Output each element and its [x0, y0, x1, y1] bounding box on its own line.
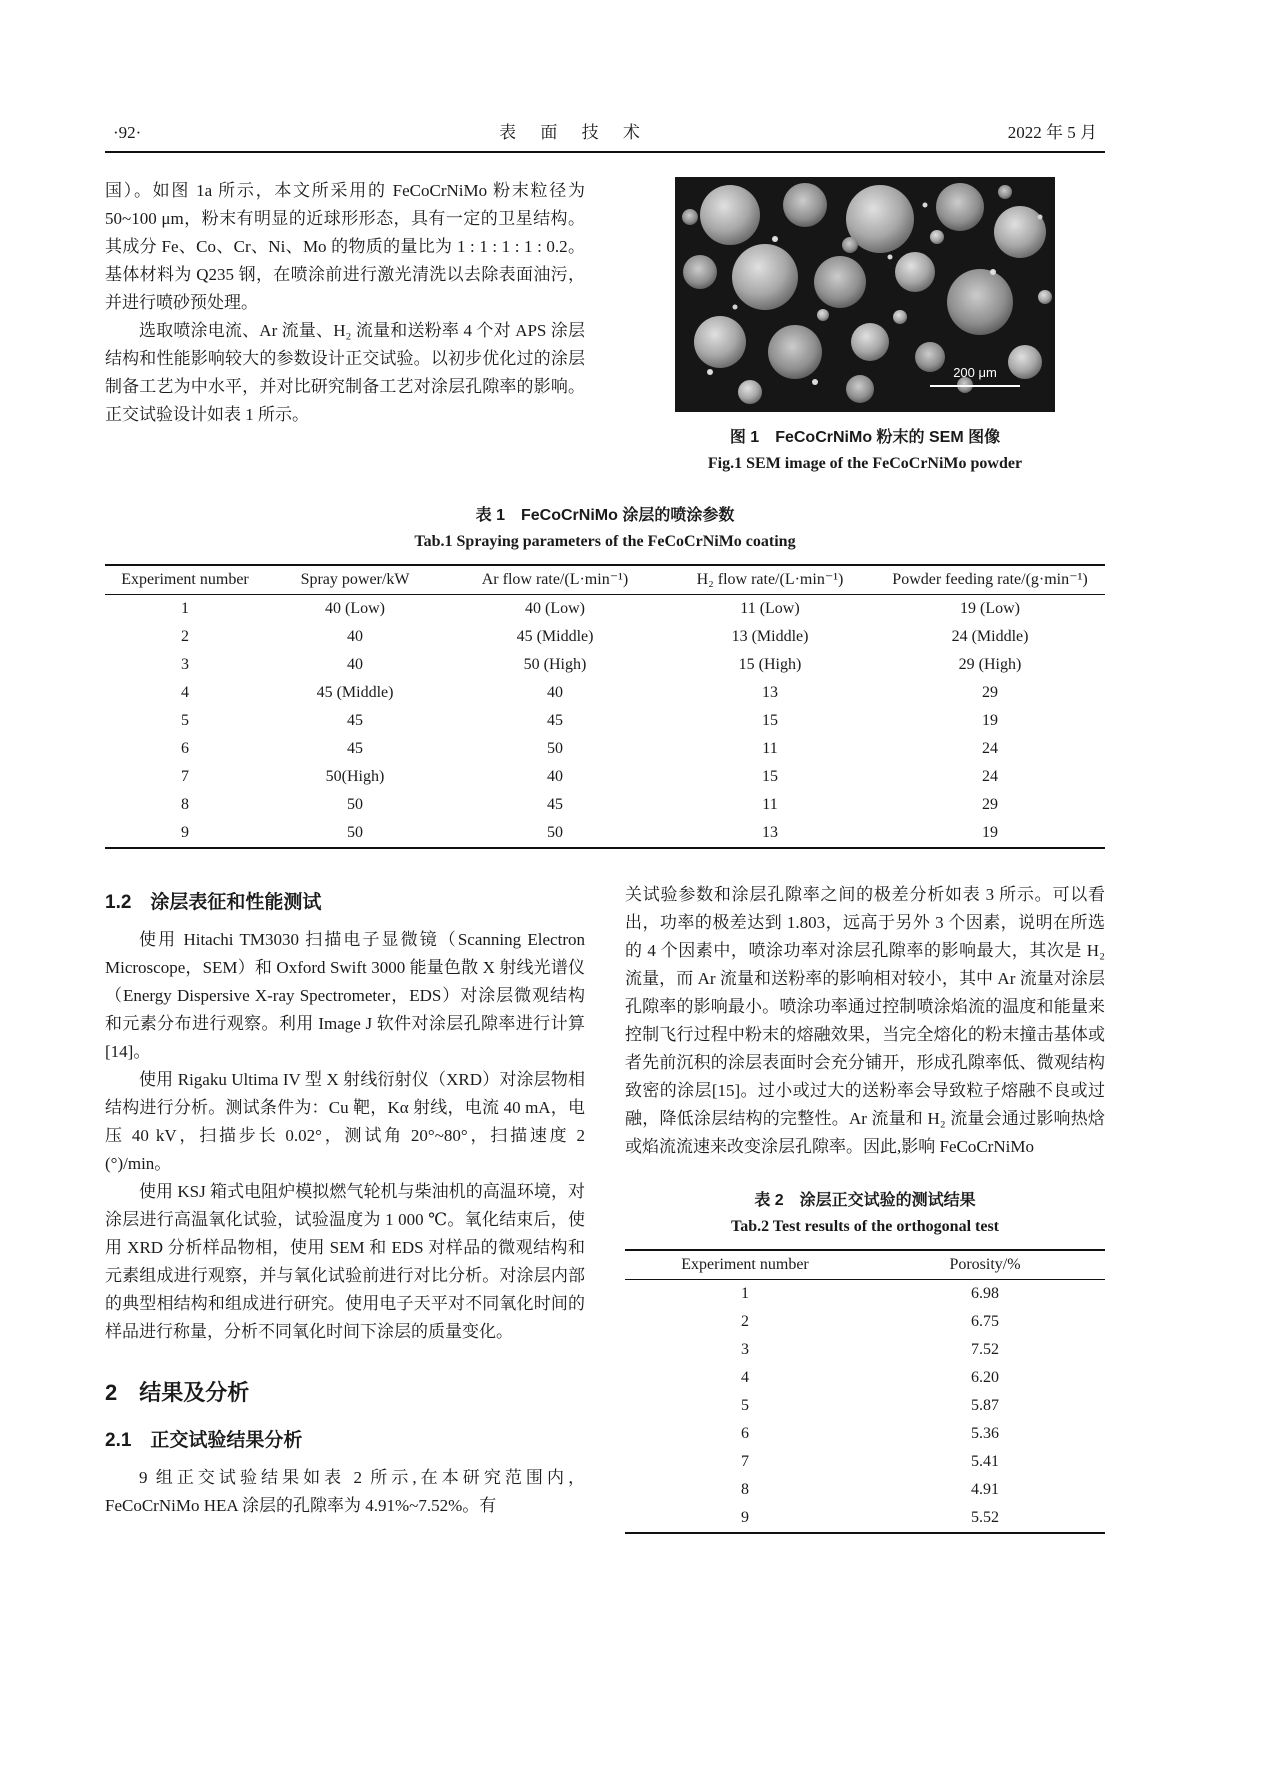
table-row: [105, 735, 1105, 763]
table-cell: 45 (Middle): [516, 628, 594, 645]
table-cell: 19 (Low): [960, 600, 1020, 617]
table-cell: 29 (High): [958, 656, 1022, 673]
table-row: [625, 1420, 1105, 1448]
table-row: [105, 623, 1105, 651]
table2-title-cn: 表 2 涂层正交试验的测试结果: [754, 1192, 976, 1209]
section-heading-2-1: 2.1 正交试验结果分析: [105, 1430, 303, 1451]
table-cell: 4: [181, 684, 189, 701]
column-header: Powder feeding rate/(g·min⁻¹): [892, 571, 1088, 588]
table-cell: 11: [762, 740, 778, 757]
table-cell: 2: [741, 1313, 749, 1330]
column-header: H₂ flow rate/(L·min⁻¹): [696, 571, 844, 588]
table-cell: 50: [347, 796, 363, 813]
table-cell: 50 (High): [523, 656, 587, 673]
table-cell: 40: [347, 628, 363, 645]
table-cell: 5: [741, 1397, 749, 1414]
page-number: ·92·: [113, 123, 142, 142]
table-cell: 15: [762, 768, 778, 785]
paragraph: 选取喷涂电流、Ar 流量、H₂ 流量和送粉率 4 个对 APS 涂层结构和性能影响较大的参数设计正交试验。以初步优化过的涂层制备工艺为中水平，并对比研究制备工艺对涂层孔隙率的影响。正交试验设计如表 1 所示。: [105, 321, 585, 424]
table-cell: 50: [547, 740, 563, 757]
table-cell: 13: [762, 824, 778, 841]
table-cell: 45 (Middle): [316, 684, 394, 701]
figure-caption-cn: 图 1 FeCoCrNiMo 粉末的 SEM 图像: [729, 429, 1001, 446]
table-cell: 24: [982, 740, 998, 757]
table-cell: 4: [741, 1369, 749, 1386]
paragraph: 关试验参数和涂层孔隙率之间的极差分析如表 3 所示。可以看出，功率的极差达到 1.803，远高于另外 3 个因素，说明在所选的 4 个因素中，喷涂功率对涂层孔隙率的影响最大，其次是 H₂ 流量，而 Ar 流量和送粉率的影响相对较小，其中 Ar 流量对涂层孔隙率的影响最小。喷涂功率通过控制喷涂焰流的温度和能量来控制飞行过程中粉末的熔融效果，当完全熔化的粉末撞击基体或者先前沉积的涂层表面时会充分铺开，形成孔隙率低、微观结构致密的涂层[15]。过小或过大的送粉率会导致粒子熔融不良或过融，降低涂层结构的完整性。Ar 流量和 H₂ 流量会通过影响热焓或焰流流速来改变涂层孔隙率。因此,影响 FeCoCrNiMo: [625, 885, 1105, 1156]
table-cell: 40 (Low): [325, 600, 385, 617]
table-cell: 40: [547, 684, 563, 701]
table-cell: 6.20: [971, 1369, 999, 1386]
table-cell: 13: [762, 684, 778, 701]
right-column: [625, 881, 1105, 1534]
paragraph: 使用 KSJ 箱式电阻炉模拟燃气轮机与柴油机的高温环境，对涂层进行高温氧化试验，试验温度为 1 000 ℃。氧化结束后，使用 XRD 分析样品物相，使用 SEM 和 EDS 对样品的微观结构和元素组成进行观察，并与氧化试验前进行对比分析。对涂层内部的典型相结构和组成进行研究。使用电子天平对不同氧化时间的样品进行称量，分析不同氧化时间下涂层的质量变化。: [105, 1182, 585, 1341]
column-header: Spray power/kW: [300, 571, 410, 588]
spraying-parameters-table: [105, 564, 1105, 849]
orthogonal-test-results-table: [625, 1249, 1105, 1534]
table-cell: 7: [741, 1453, 749, 1470]
table-cell: 45: [547, 796, 563, 813]
sem-image: [675, 177, 1055, 412]
section-heading-1-2: 1.2 涂层表征和性能测试: [105, 892, 322, 913]
table-cell: 29: [982, 796, 998, 813]
table-row: [105, 679, 1105, 707]
column-header: Experiment number: [681, 1256, 809, 1273]
table-header-row: [625, 1250, 1105, 1280]
paragraph: 国）。如图 1a 所示，本文所采用的 FeCoCrNiMo 粉末粒径为 50~100 μm，粉末有明显的近球形形态，具有一定的卫星结构。其成分 Fe、Co、Cr、Ni、Mo 的物质的量比为 1 : 1 : 1 : 1 : 0.2。基体材料为 Q235 钢，在喷涂前进行激光清洗以去除表面油污，并进行喷砂预处理。: [105, 181, 585, 312]
table-cell: 8: [741, 1481, 749, 1498]
body-columns: [105, 881, 1105, 1534]
table-row: [105, 707, 1105, 735]
table-cell: 40 (Low): [525, 600, 585, 617]
table-row: [105, 763, 1105, 791]
table-cell: 1: [181, 600, 189, 617]
table-cell: 5.41: [971, 1453, 999, 1470]
table-cell: 50: [347, 824, 363, 841]
table2-title: [625, 1189, 1105, 1239]
table-cell: 15 (High): [738, 656, 802, 673]
table-cell: 24: [982, 768, 998, 785]
column-header: Porosity/%: [949, 1256, 1021, 1273]
table-row: [105, 595, 1105, 624]
table-cell: 19: [982, 824, 998, 841]
table-row: [625, 1476, 1105, 1504]
scale-bar-label: 200 μm: [953, 365, 997, 380]
table-row: [625, 1336, 1105, 1364]
table-cell: 11 (Low): [740, 600, 800, 617]
column-header: Experiment number: [121, 571, 249, 588]
table-row: [625, 1448, 1105, 1476]
issue-date: 2022 年 5 月: [1007, 123, 1097, 142]
table-cell: 6.98: [971, 1285, 999, 1302]
running-head: [105, 118, 1105, 151]
table-cell: 40: [547, 768, 563, 785]
table-cell: 15: [762, 712, 778, 729]
paragraph: 使用 Rigaku Ultima IV 型 X 射线衍射仪（XRD）对涂层物相结构进行分析。测试条件为：Cu 靶，Kα 射线，电流 40 mA，电压 40 kV，扫描步长 0.02°，测试角 20°~80°，扫描速度 2 (°)/min。: [105, 1070, 585, 1173]
table2-title-en: Tab.2 Test results of the orthogonal test: [730, 1218, 1000, 1235]
table-cell: 13 (Middle): [731, 628, 809, 645]
figure-1: [625, 177, 1105, 476]
table-cell: 3: [181, 656, 189, 673]
table-cell: 7: [181, 768, 189, 785]
table-cell: 40: [347, 656, 363, 673]
table-row: [625, 1280, 1105, 1309]
paragraph: 9 组正交试验结果如表 2 所示,在本研究范围内，FeCoCrNiMo HEA 涂层的孔隙率为 4.91%~7.52%。有: [105, 1468, 585, 1515]
table-cell: 3: [741, 1341, 749, 1358]
table-cell: 6: [741, 1425, 749, 1442]
table-cell: 19: [982, 712, 998, 729]
table-cell: 1: [741, 1285, 749, 1302]
table-cell: 6: [181, 740, 189, 757]
table-cell: 9: [181, 824, 189, 841]
table-cell: 50(High): [325, 768, 385, 785]
section-heading-2: 2 结果及分析: [105, 1380, 250, 1405]
table-cell: 4.91: [971, 1481, 999, 1498]
header-divider: [105, 151, 1105, 153]
table-cell: 8: [181, 796, 189, 813]
table-cell: 45: [347, 712, 363, 729]
table-cell: 24 (Middle): [951, 628, 1029, 645]
table-cell: 5.52: [971, 1509, 999, 1526]
paragraph: 使用 Hitachi TM3030 扫描电子显微镜（Scanning Electron Microscope，SEM）和 Oxford Swift 3000 能量色散 X 射线光谱仪（Energy Dispersive X-ray Spectrometer，EDS）对涂层微观结构和元素分布进行观察。利用 Image J 软件对涂层孔隙率进行计算[14]。: [105, 930, 585, 1061]
table-cell: 29: [982, 684, 998, 701]
table-header-row: [105, 565, 1105, 595]
table-row: [105, 791, 1105, 819]
table-cell: 50: [547, 824, 563, 841]
table-row: [625, 1364, 1105, 1392]
table-cell: 6.75: [971, 1313, 999, 1330]
table-cell: 45: [547, 712, 563, 729]
table-cell: 5.87: [971, 1397, 999, 1414]
table-row: [625, 1308, 1105, 1336]
top-section: [105, 177, 1105, 476]
figure-caption-en: Fig.1 SEM image of the FeCoCrNiMo powder: [707, 455, 1023, 472]
table-row: [625, 1392, 1105, 1420]
table1-title: [105, 504, 1105, 554]
table-cell: 45: [347, 740, 363, 757]
table-cell: 5: [181, 712, 189, 729]
figure-caption: [708, 426, 1022, 476]
table-cell: 9: [741, 1509, 749, 1526]
table1-title-cn: 表 1 FeCoCrNiMo 涂层的喷涂参数: [475, 507, 735, 524]
intro-text-column: [105, 177, 585, 476]
table-row: [105, 819, 1105, 848]
journal-title: 表 面 技 术: [499, 123, 650, 142]
column-header: Ar flow rate/(L·min⁻¹): [481, 571, 629, 588]
table-cell: 11: [762, 796, 778, 813]
table-cell: 7.52: [971, 1341, 999, 1358]
table1-title-en: Tab.1 Spraying parameters of the FeCoCrNiMo coating: [414, 533, 796, 550]
table-row: [625, 1504, 1105, 1533]
table-cell: 5.36: [971, 1425, 999, 1442]
table-cell: 2: [181, 628, 189, 645]
table-row: [105, 651, 1105, 679]
left-column: [105, 881, 585, 1534]
